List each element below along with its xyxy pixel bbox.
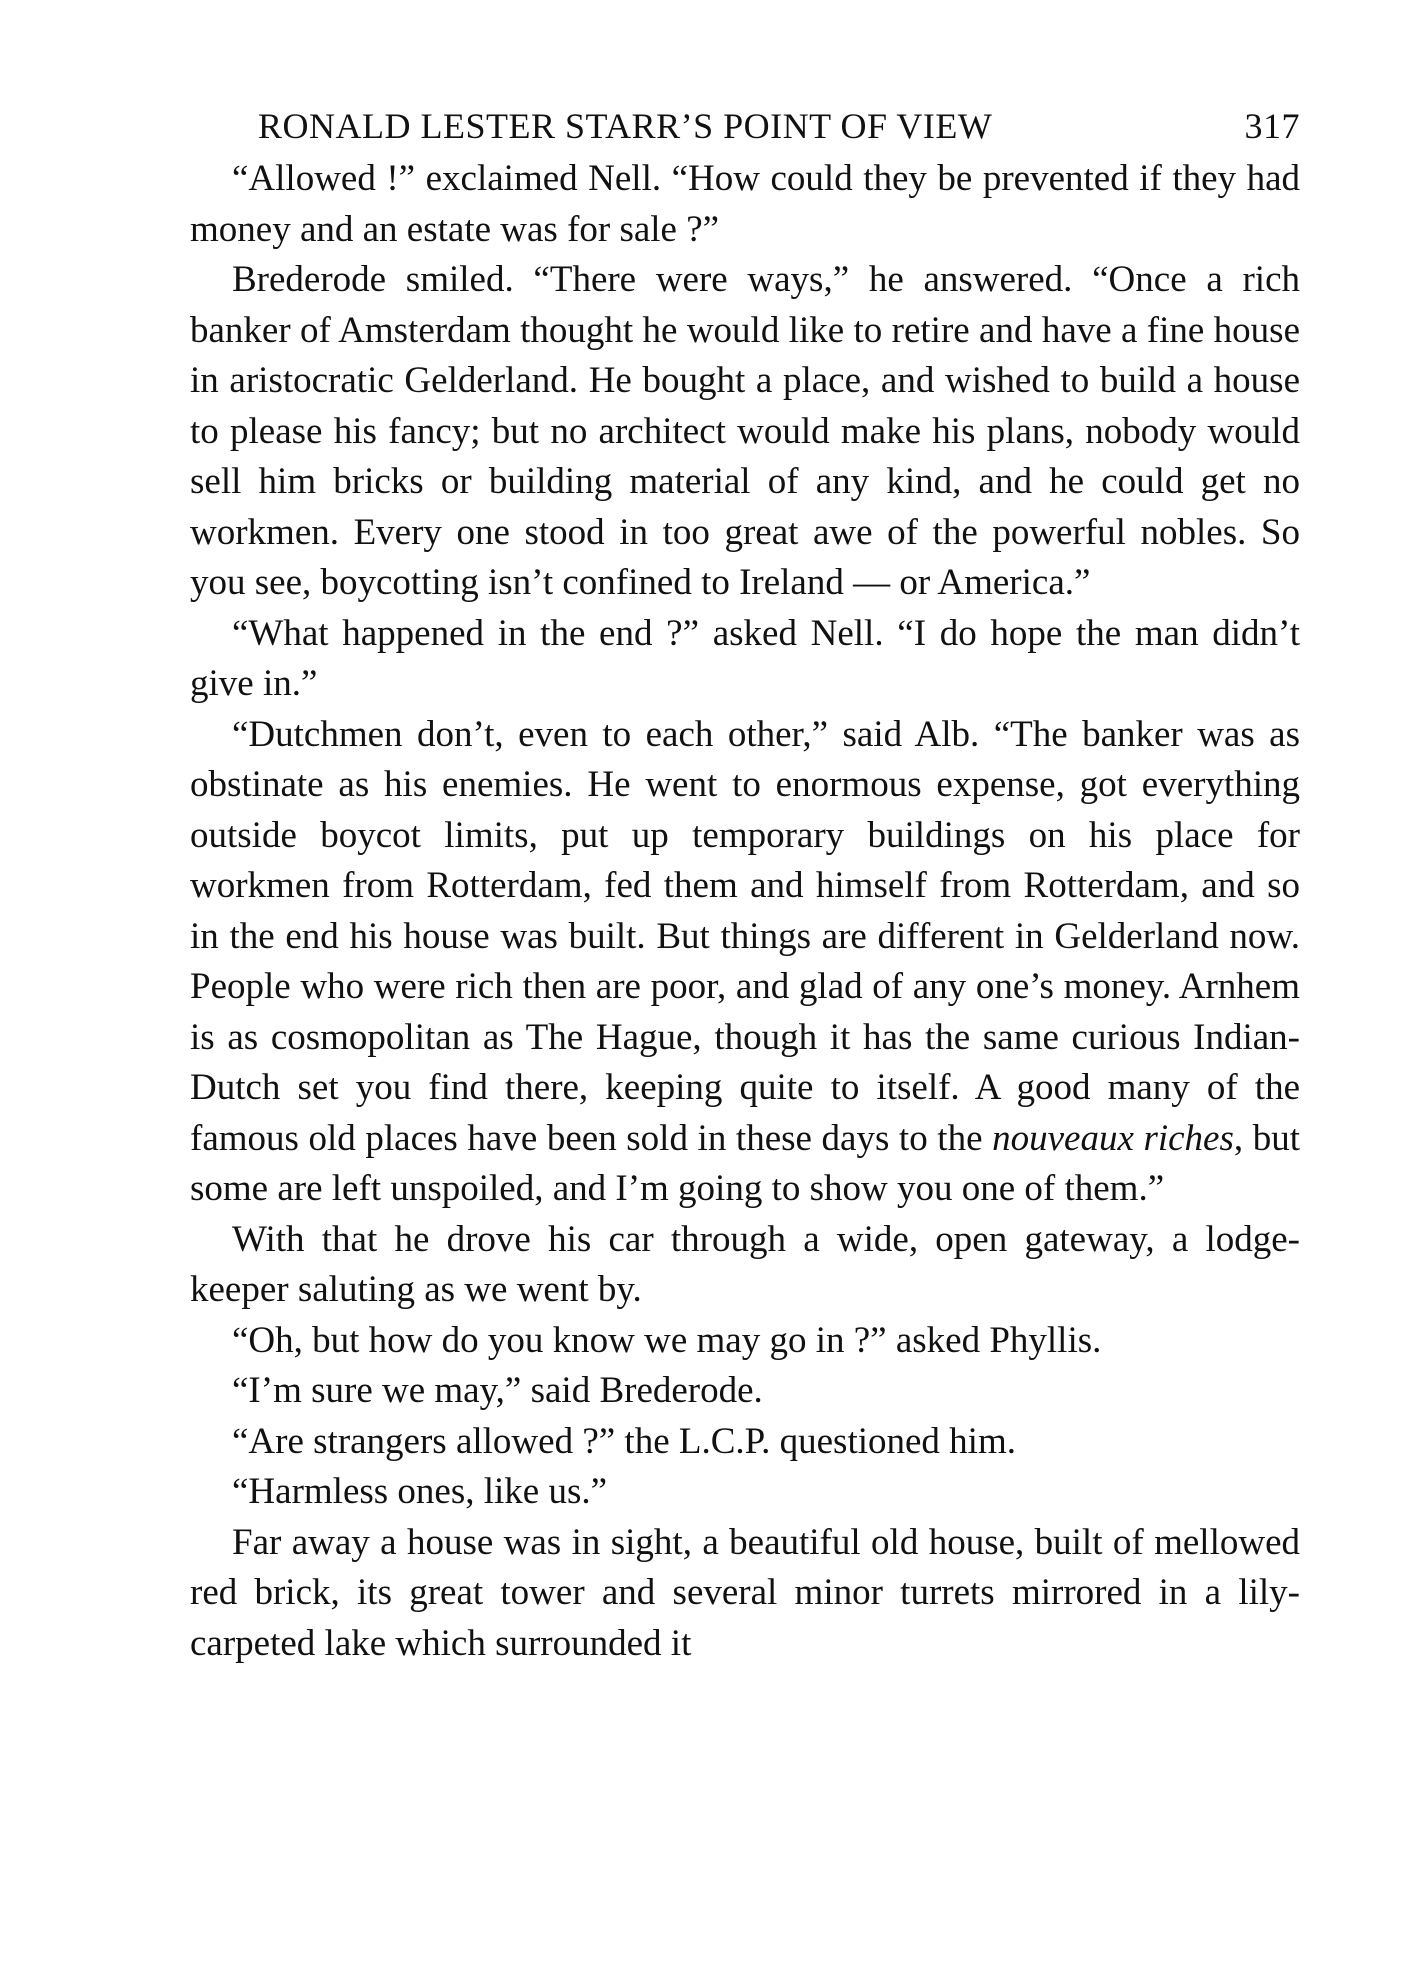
italic-phrase: nouveaux riches [992,1117,1234,1159]
paragraph-text: “Oh, but how do you know we may go in ?” asked Phyllis. [232,1319,1102,1361]
paragraph-text: “Allowed !” exclaimed Nell. “How could they be prevented if they had money and an estate was for sale ?” [190,158,1300,250]
paragraph [190,1316,1300,1367]
paragraph-text: With that he drove his car through a wide, open gateway, a lodge-keeper saluting as we went by. [190,1218,1300,1310]
paragraph [190,1417,1300,1468]
paragraph [190,1215,1300,1316]
paragraph [190,154,1300,255]
paragraph [190,255,1300,609]
page-number: 317 [1244,106,1300,146]
paragraph-text: “I’m sure we may,” said Brederode. [232,1370,763,1411]
paragraph-text: Far away a house was in sight, a beautiful old house, built of mellowed red brick, its great tower and several minor turrets mirrored in a lily-carpeted lake which surrounded it [190,1521,1300,1664]
running-head [190,100,1300,152]
paragraph [190,710,1300,1215]
paragraph-text: “What happened in the end ?” asked Nell. “I do hope the man didn’t give in.” [190,612,1300,704]
paragraph [190,1518,1300,1670]
paragraph-text: “Are strangers allowed ?” the L.C.P. questioned him. [232,1420,1016,1462]
body-text [190,154,1300,1669]
running-head-title: RONALD LESTER STARR’S POINT OF VIEW [258,106,993,146]
paragraph [190,1467,1300,1518]
book-page [190,100,1300,1669]
paragraph-text: Brederode smiled. “There were ways,” he answered. “Once a rich banker of Amsterdam thought he would like to retire and have a fine house in aristocratic Gelderland. He bought a place, and wished to build a house to please his fancy; but no architect would make his plans, nobody would sell him bricks or building material of any kind, and he could get no workmen. Every one stood in too great awe of the powerful nobles. So you see, boycotting isn’t confined to Ireland — or America.” [190,259,1300,603]
paragraph-text: “Dutchmen don’t, even to each other,” said Alb. “The banker was as obstinate as his enemies. He went to enormous expense, got everything outside boycot limits, put up temporary buildings on his place for workmen from Rotterdam, fed them and himself from Rotterdam, and so in the end his house was built. But things are different in Gelderland now. People who were rich then are poor, and glad of any one’s money. Arnhem is as cosmopolitan as The Hague, though it has the same curious Indian-Dutch set you find there, keeping quite to itself. A good many of the famous old places have been sold in these days to the [190,713,1300,1159]
paragraph-text: “Harmless ones, like us.” [232,1471,608,1512]
paragraph [190,609,1300,710]
paragraph-text: , but some are left unspoiled, and I’m going to show you one of them.” [190,1117,1300,1209]
paragraph [190,1366,1300,1417]
